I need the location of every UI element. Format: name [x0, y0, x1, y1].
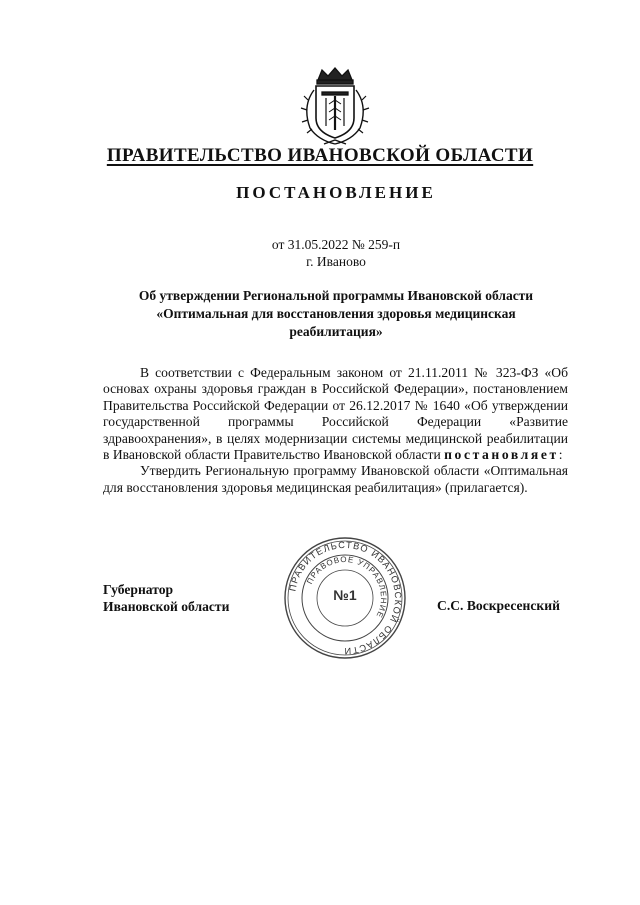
signatory-position [103, 581, 229, 615]
signatory-position-line-2: Ивановской области [103, 599, 230, 614]
document-subject [0, 287, 640, 341]
official-round-stamp-icon [283, 536, 407, 660]
document-city: г. Иваново [306, 254, 366, 269]
preamble-end: : [558, 447, 563, 463]
body-paragraph-resolution: Утвердить Региональную программу Ивановской области «Оптимальная для восстановления здоровья медицинская реабилитация» (прилагается). [103, 463, 568, 495]
document-meta [0, 236, 640, 270]
stamp-outer-text: ПРАВИТЕЛЬСТВО ИВАНОВСКОЙ ОБЛАСТИ [287, 539, 404, 657]
signatory-name: С.С. Воскресенский [437, 598, 560, 613]
subject-line-1: Об утверждении Региональной программы Ивановской области [138, 288, 534, 303]
stamp-number: №1 [333, 587, 357, 603]
body-paragraph-preamble [103, 365, 568, 463]
stamp-inner-text: ПРАВОВОЕ УПРАВЛЕНИЕ [305, 554, 389, 620]
government-title: ПРАВИТЕЛЬСТВО ИВАНОВСКОЙ ОБЛАСТИ [106, 145, 534, 166]
subject-line-3: реабилитация» [289, 324, 383, 339]
preamble-text: В соответствии с Федеральным законом от 21.11.2011 № 323-ФЗ «Об основах охраны здоровья граждан в Российской Федерации», постановлением Правительства Российской Федерации от 26.12.2017 № 1640 «Об утверждении государственной программы Российской Федерации «Развитие здравоохранения», в целях модернизации системы медицинской реабилитации в Ивановской области Правительство Ивановской области [103, 365, 568, 463]
resolution-keyword: постановляет [444, 447, 559, 463]
ivanovo-coat-of-arms-icon [298, 66, 372, 148]
subject-line-2: «Оптимальная для восстановления здоровья медицинская [156, 306, 516, 321]
document-date-number: от 31.05.2022 № 259-п [271, 237, 401, 252]
signatory-position-line-1: Губернатор [103, 582, 174, 597]
document-body [103, 365, 568, 496]
document-type-title: ПОСТАНОВЛЕНИЕ [236, 183, 436, 202]
